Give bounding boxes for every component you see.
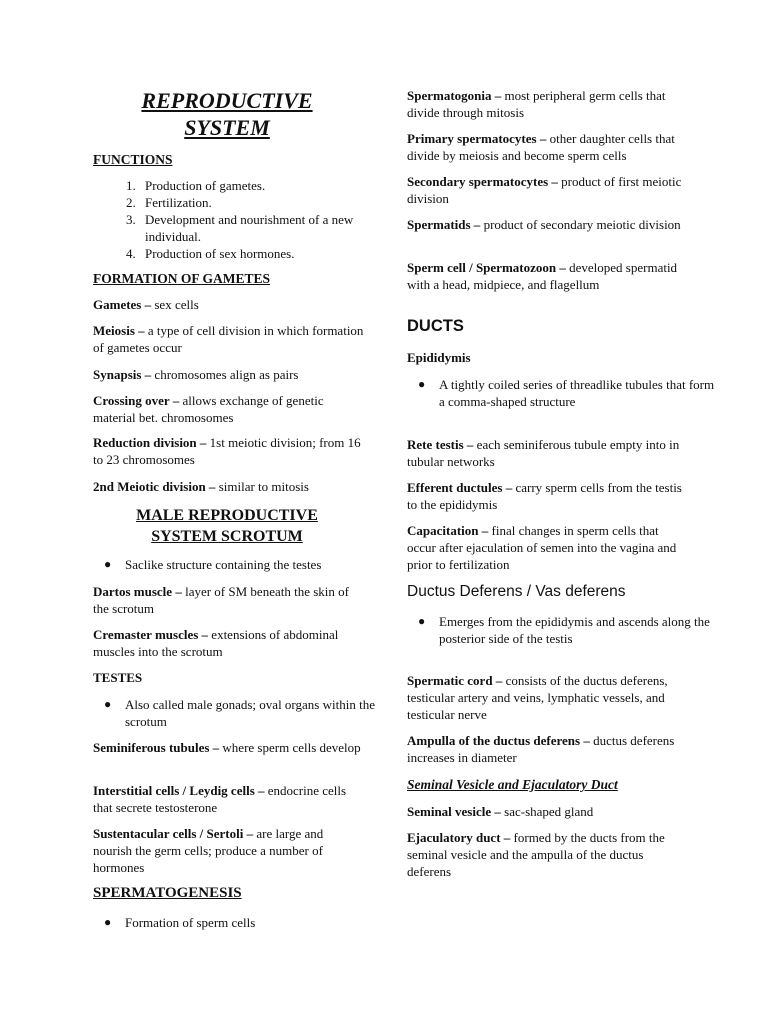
definition-seminal-vesicle <box>407 803 690 820</box>
definition-dartos <box>93 583 365 617</box>
definition-secondary-spermatocytes <box>407 173 690 207</box>
definition-spermatic-cord <box>407 672 690 723</box>
definition: layer of SM beneath the skin of the scrotum <box>93 584 349 616</box>
term: Secondary spermatocytes – <box>407 174 558 189</box>
heading-line-1: MALE REPRODUCTIVE <box>136 507 318 524</box>
definition: allows exchange of genetic material bet. chromosomes <box>93 393 324 425</box>
definition: carry sperm cells from the testis to the epididymis <box>407 480 682 512</box>
ductus-list <box>407 613 722 647</box>
definition: product of secondary meiotic division <box>480 217 681 232</box>
term: Sperm cell / Spermatozoon – <box>407 260 566 275</box>
term: Seminal vesicle – <box>407 804 501 819</box>
bullet-icon: ● <box>418 614 426 628</box>
term: Spermatic cord – <box>407 673 503 688</box>
title-line-1: REPRODUCTIVE <box>141 88 313 113</box>
term: Primary spermatocytes – <box>407 131 547 146</box>
testes-list <box>93 696 397 730</box>
definition: 1st meiotic division; from 16 to 23 chromosomes <box>93 435 361 467</box>
definition: where sperm cells develop <box>219 740 361 755</box>
epididymis-heading: Epididymis <box>407 350 471 365</box>
ductus-deferens-heading: Ductus Deferens / Vas deferens <box>407 583 626 600</box>
functions-heading: FUNCTIONS <box>93 152 173 167</box>
definition-cremaster <box>93 626 365 660</box>
list-item: ● Also called male gonads; oval organs within the scrotum <box>104 697 375 729</box>
term: Ampulla of the ductus deferens – <box>407 733 590 748</box>
definition: a type of cell division in which formation of gametes occur <box>93 323 364 355</box>
definition: chromosomes align as pairs <box>151 367 299 382</box>
term: Rete testis – <box>407 437 474 452</box>
epididymis-list <box>407 376 722 410</box>
functions-list <box>93 177 411 262</box>
list-item: 1. Production of gametes. <box>139 177 411 194</box>
definition-ampulla <box>407 732 690 766</box>
formation-heading: FORMATION OF GAMETES <box>93 271 271 286</box>
definition: final changes in sperm cells that occur after ejaculation of semen into the vagina and prior to fertilization <box>407 523 677 572</box>
term: Spermatids – <box>407 217 481 232</box>
heading-line-2: SYSTEM SCROTUM <box>151 528 303 545</box>
term: Ejaculatory duct – <box>407 830 511 845</box>
list-item: 3. Development and nourishment of a new individual. <box>139 211 411 245</box>
bullet-icon: ● <box>418 377 426 391</box>
definition: consists of the ductus deferens, testicular artery and veins, lymphatic vessels, and testicular nerve <box>407 673 668 722</box>
definition: similar to mitosis <box>215 479 309 494</box>
term: Spermatogonia – <box>407 88 502 103</box>
list-item: ● Saclike structure containing the testes <box>104 557 322 572</box>
definition-primary-spermatocytes <box>407 130 690 164</box>
term: Reduction division – <box>93 435 207 450</box>
definition-gametes <box>93 296 365 313</box>
ducts-heading: DUCTS <box>407 317 464 335</box>
definition-rete-testis <box>407 436 690 470</box>
seminal-vesicle-heading: Seminal Vesicle and Ejaculatory Duct <box>407 777 618 792</box>
term: Crossing over – <box>93 393 180 408</box>
definition: sac-shaped gland <box>500 804 594 819</box>
definition-spermatids <box>407 216 690 233</box>
definition-meiosis <box>93 322 365 356</box>
term: Synapsis – <box>93 367 152 382</box>
list-item: ● A tightly coiled series of threadlike tubules that form a comma-shaped structure <box>418 377 715 409</box>
definition: other daughter cells that divide by meiosis and become sperm cells <box>407 131 675 163</box>
term: Interstitial cells / Leydig cells – <box>93 783 265 798</box>
term: Gametes – <box>93 297 152 312</box>
definition: formed by the ducts from the seminal vesicle and the ampulla of the ductus deferens <box>407 830 665 879</box>
definition-sperm-cell <box>407 259 690 293</box>
definition: developed spermatid with a head, midpiece, and flagellum <box>407 260 678 292</box>
bullet-icon: ● <box>104 915 112 929</box>
testes-heading: TESTES <box>93 670 143 685</box>
list-item: 2. Fertilization. <box>139 194 411 211</box>
term: Meiosis – <box>93 323 145 338</box>
term: Efferent ductules – <box>407 480 513 495</box>
spermatogenesis-heading: SPERMATOGENESIS <box>93 885 242 901</box>
definition: product of first meiotic division <box>407 174 682 206</box>
bullet-icon: ● <box>104 557 112 571</box>
bullet-icon: ● <box>104 697 112 711</box>
definition-crossing-over <box>93 392 365 426</box>
definition-seminiferous <box>93 739 365 756</box>
definition: endocrine cells that secrete testosterone <box>93 783 347 815</box>
definition: ductus deferens increases in diameter <box>407 733 675 765</box>
term: Capacitation – <box>407 523 489 538</box>
definition-capacitation <box>407 522 690 573</box>
definition-ejaculatory-duct <box>407 829 690 880</box>
definition: are large and nourish the germ cells; produce a number of hormones <box>93 826 324 875</box>
definition-interstitial <box>93 782 365 816</box>
definition-reduction-division <box>93 434 365 468</box>
definition-sustentacular <box>93 825 365 876</box>
male-reproductive-heading <box>93 505 361 547</box>
scrotum-list <box>93 556 397 573</box>
definition-second-meiotic <box>93 478 365 495</box>
definition-spermatogonia <box>407 87 690 121</box>
term: 2nd Meiotic division – <box>93 479 216 494</box>
spermatogenesis-list <box>93 914 397 931</box>
list-item: ● Formation of sperm cells <box>104 915 256 930</box>
definition-efferent-ductules <box>407 479 690 513</box>
title-line-2: SYSTEM <box>184 115 270 140</box>
definition: most peripheral germ cells that divide through mitosis <box>407 88 666 120</box>
definition: each seminiferous tubule empty into in tubular networks <box>407 437 680 469</box>
list-item: 4. Production of sex hormones. <box>139 245 411 262</box>
definition: sex cells <box>151 297 199 312</box>
term: Cremaster muscles – <box>93 627 209 642</box>
definition-synapsis <box>93 366 365 383</box>
term: Dartos muscle – <box>93 584 182 599</box>
definition: extensions of abdominal muscles into the scrotum <box>93 627 339 659</box>
document-title <box>93 87 361 141</box>
list-item: ● Emerges from the epididymis and ascends along the posterior side of the testis <box>418 614 710 646</box>
term: Seminiferous tubules – <box>93 740 220 755</box>
term: Sustentacular cells / Sertoli – <box>93 826 254 841</box>
